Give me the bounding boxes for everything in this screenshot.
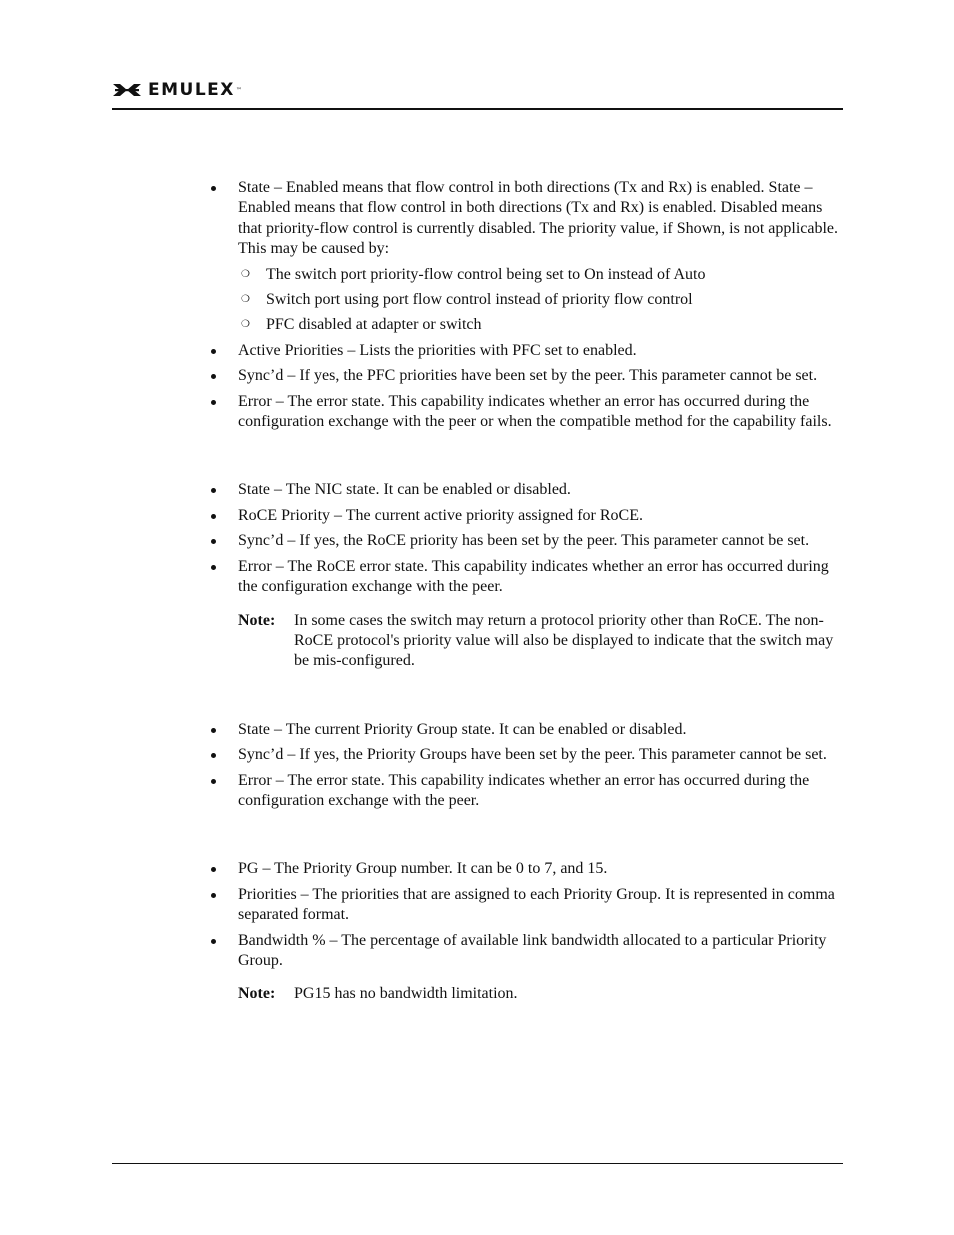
list-item: RoCE Priority – The current active priority assigned for RoCE.	[238, 506, 843, 526]
sub-list-item: ❍ Switch port using port flow control instead of priority flow control	[266, 290, 843, 310]
sub-list-item: ❍ The switch port priority-flow control being set to On instead of Auto	[266, 265, 843, 285]
bullet-list-priority-group	[238, 720, 843, 812]
document-body	[238, 178, 843, 1005]
bullet-list-pg-table	[238, 859, 843, 971]
list-item: Active Priorities – Lists the priorities with PFC set to enabled.	[238, 341, 843, 361]
note-roce	[238, 611, 843, 672]
section-gap	[238, 811, 843, 859]
list-item: Error – The error state. This capability indicates whether an error has occurred during the configuration exchange with the peer or when the compatible method for the capability fails.	[238, 392, 843, 433]
list-item: Sync’d – If yes, the RoCE priority has been set by the peer. This parameter cannot be set.	[238, 531, 843, 551]
footer-rule	[112, 1163, 843, 1164]
section-gap	[238, 672, 843, 720]
bullet-list-roce	[238, 480, 843, 597]
note-label: Note:	[238, 985, 276, 1003]
header-rule	[112, 108, 843, 110]
list-item: Error – The error state. This capability indicates whether an error has occurred during the configuration exchange with the peer.	[238, 771, 843, 812]
note-label: Note:	[238, 611, 276, 629]
list-item-text: State – Enabled means that flow control in both directions (Tx and Rx) is enabled. State – Enabled means that flow control in both directions (Tx and Rx) is enabled. Disabled means that priority-flow control is currently disabled. The priority value, if Shown, is not applicable. This may be caused by:	[238, 179, 839, 258]
note-text: In some cases the switch may return a protocol priority other than RoCE. The non-RoCE protocol's priority value will also be displayed to indicate that the switch may be mis-configured.	[294, 611, 834, 670]
list-item	[238, 178, 843, 336]
list-item: Sync’d – If yes, the Priority Groups have been set by the peer. This parameter cannot be set.	[238, 745, 843, 765]
list-item: Priorities – The priorities that are assigned to each Priority Group. It is represented in comma separated format.	[238, 885, 843, 926]
list-item: State – The NIC state. It can be enabled or disabled.	[238, 480, 843, 500]
section-gap	[238, 432, 843, 480]
logo-text: EMULEX	[148, 80, 235, 100]
sub-bullet-list	[238, 265, 843, 336]
list-item: Error – The RoCE error state. This capability indicates whether an error has occurred during the configuration exchange with the peer.	[238, 557, 843, 598]
note-bandwidth	[238, 984, 843, 1004]
sub-list-item: ❍ PFC disabled at adapter or switch	[266, 315, 843, 335]
page-header	[112, 80, 242, 100]
list-item: State – The current Priority Group state. It can be enabled or disabled.	[238, 720, 843, 740]
emulex-logo-icon	[112, 82, 142, 98]
list-item: PG – The Priority Group number. It can be 0 to 7, and 15.	[238, 859, 843, 879]
list-item: Bandwidth % – The percentage of available link bandwidth allocated to a particular Priority Group.	[238, 931, 843, 972]
list-item: Sync’d – If yes, the PFC priorities have been set by the peer. This parameter cannot be set.	[238, 366, 843, 386]
note-text: PG15 has no bandwidth limitation.	[294, 985, 518, 1003]
trademark-symbol: ™	[235, 86, 242, 94]
bullet-list-pfc	[238, 178, 843, 432]
